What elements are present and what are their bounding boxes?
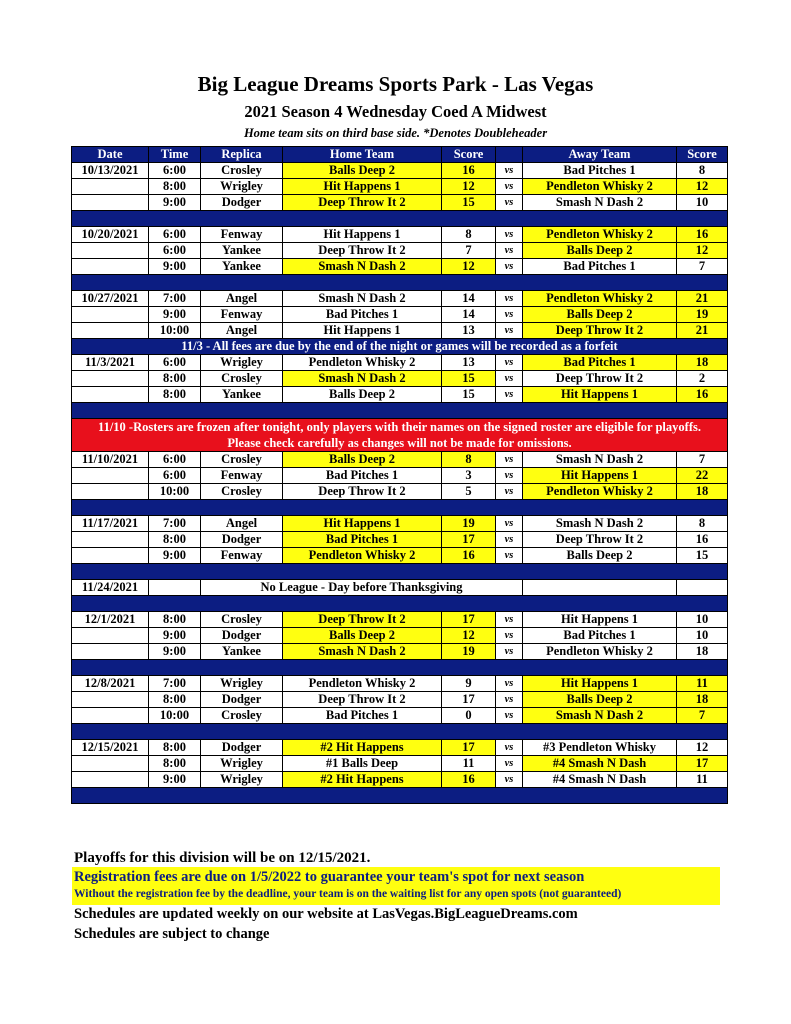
vs-label: vs [496,484,523,500]
game-replica: Wrigley [201,756,283,772]
vs-label: vs [496,163,523,179]
away-team: Pendleton Whisky 2 [523,179,677,195]
game-time: 9:00 [149,307,201,323]
away-team: Bad Pitches 1 [523,628,677,644]
away-team: Smash N Dash 2 [523,195,677,211]
col-header-replica: Replica [201,147,283,163]
game-date [72,692,149,708]
home-score: 15 [442,371,496,387]
home-score: 17 [442,692,496,708]
home-team: Hit Happens 1 [283,323,442,339]
game-row [72,516,728,532]
home-team: Balls Deep 2 [283,628,442,644]
game-replica: Fenway [201,548,283,564]
game-time: 9:00 [149,259,201,275]
game-time: 10:00 [149,323,201,339]
game-time: 10:00 [149,484,201,500]
header-row [72,147,728,163]
away-score: 7 [677,708,728,724]
game-replica: Crosley [201,484,283,500]
vs-label: vs [496,740,523,756]
alert-cell [72,419,728,452]
home-score: 14 [442,291,496,307]
away-score: 12 [677,179,728,195]
game-date: 12/1/2021 [72,612,149,628]
away-score: 18 [677,355,728,371]
game-row [72,163,728,179]
game-time: 6:00 [149,227,201,243]
game-replica: Fenway [201,227,283,243]
game-row [72,468,728,484]
home-score: 9 [442,676,496,692]
away-team: Balls Deep 2 [523,548,677,564]
game-row [72,259,728,275]
vs-label: vs [496,323,523,339]
vs-label: vs [496,692,523,708]
alert-line-2: Please check carefully as changes will not be made for omissions. [227,436,572,450]
schedule-body [72,147,728,804]
separator-cell [72,660,728,676]
home-score: 13 [442,355,496,371]
home-score: 5 [442,484,496,500]
game-date [72,323,149,339]
away-team: Hit Happens 1 [523,612,677,628]
game-replica: Crosley [201,163,283,179]
away-score: 16 [677,532,728,548]
game-date [72,307,149,323]
away-score: 16 [677,227,728,243]
vs-label: vs [496,644,523,660]
game-date: 11/10/2021 [72,452,149,468]
game-time: 8:00 [149,532,201,548]
home-team: Smash N Dash 2 [283,371,442,387]
game-row [72,307,728,323]
away-team: Pendleton Whisky 2 [523,227,677,243]
game-row [72,179,728,195]
home-team: #2 Hit Happens [283,772,442,788]
week-separator [72,724,728,740]
game-replica: Yankee [201,387,283,403]
page-title: Big League Dreams Sports Park - Las Vegas [197,72,594,96]
no-league-text: No League - Day before Thanksgiving [201,580,523,596]
week-separator [72,660,728,676]
game-time: 8:00 [149,387,201,403]
game-replica: Wrigley [201,355,283,371]
away-score: 18 [677,692,728,708]
game-date [72,371,149,387]
game-date [72,644,149,660]
away-score: 17 [677,756,728,772]
vs-label: vs [496,708,523,724]
game-row [72,387,728,403]
away-score: 21 [677,323,728,339]
away-team: Bad Pitches 1 [523,163,677,179]
vs-label: vs [496,355,523,371]
vs-label: vs [496,676,523,692]
game-date: 10/20/2021 [72,227,149,243]
vs-label: vs [496,532,523,548]
vs-label: vs [496,371,523,387]
empty-time-cell [149,580,201,596]
home-team-note: Home team sits on third base side. *Denotes Doubleheader [243,126,548,140]
separator-cell [72,788,728,804]
away-team: Smash N Dash 2 [523,452,677,468]
empty-score-cell [677,580,728,596]
home-team: Bad Pitches 1 [283,468,442,484]
empty-away-cell [523,580,677,596]
home-score: 7 [442,243,496,259]
game-time: 6:00 [149,355,201,371]
game-row [72,644,728,660]
game-row [72,692,728,708]
separator-cell [72,211,728,227]
game-time: 8:00 [149,179,201,195]
separator-cell [72,403,728,419]
home-score: 16 [442,772,496,788]
game-time: 8:00 [149,740,201,756]
away-score: 11 [677,676,728,692]
vs-label: vs [496,259,523,275]
home-team: Balls Deep 2 [283,452,442,468]
home-score: 17 [442,612,496,628]
home-score: 12 [442,628,496,644]
subject-to-change-note: Schedules are subject to change [74,926,270,942]
home-team: Balls Deep 2 [283,387,442,403]
home-score: 19 [442,516,496,532]
game-replica: Crosley [201,452,283,468]
game-row [72,323,728,339]
away-score: 7 [677,452,728,468]
game-time: 7:00 [149,676,201,692]
game-row [72,628,728,644]
game-date [72,387,149,403]
home-team: #2 Hit Happens [283,740,442,756]
game-row [72,708,728,724]
home-team: Deep Throw It 2 [283,484,442,500]
game-replica: Angel [201,323,283,339]
home-team: #1 Balls Deep [283,756,442,772]
vs-label: vs [496,307,523,323]
game-row [72,195,728,211]
vs-label: vs [496,387,523,403]
game-row [72,740,728,756]
week-separator [72,596,728,612]
game-row [72,484,728,500]
game-date [72,772,149,788]
game-row [72,452,728,468]
game-replica: Yankee [201,259,283,275]
home-team: Pendleton Whisky 2 [283,548,442,564]
game-date: 10/27/2021 [72,291,149,307]
home-score: 16 [442,548,496,564]
away-team: Hit Happens 1 [523,387,677,403]
away-score: 15 [677,548,728,564]
playoffs-note: Playoffs for this division will be on 12/15/2021. [74,850,371,866]
game-time: 9:00 [149,548,201,564]
home-team: Hit Happens 1 [283,516,442,532]
separator-cell [72,596,728,612]
away-team: Pendleton Whisky 2 [523,484,677,500]
page-subtitle: 2021 Season 4 Wednesday Coed A Midwest [244,102,547,121]
game-date: 12/15/2021 [72,740,149,756]
vs-label: vs [496,612,523,628]
game-time: 7:00 [149,516,201,532]
game-date: 12/8/2021 [72,676,149,692]
away-team: #4 Smash N Dash [523,756,677,772]
vs-label: vs [496,179,523,195]
game-replica: Dodger [201,628,283,644]
notice-text: 11/3 - All fees are due by the end of the night or games will be recorded as a forfeit [72,339,728,355]
home-score: 0 [442,708,496,724]
home-score: 15 [442,195,496,211]
home-team: Bad Pitches 1 [283,708,442,724]
game-time: 8:00 [149,756,201,772]
home-score: 14 [442,307,496,323]
away-team: #3 Pendleton Whisky [523,740,677,756]
home-team: Pendleton Whisky 2 [283,355,442,371]
game-date [72,628,149,644]
game-time: 9:00 [149,772,201,788]
game-time: 10:00 [149,708,201,724]
game-time: 8:00 [149,371,201,387]
col-header-time: Time [149,147,201,163]
away-score: 8 [677,163,728,179]
game-row [72,532,728,548]
home-score: 17 [442,740,496,756]
game-replica: Fenway [201,468,283,484]
week-separator [72,403,728,419]
home-team: Hit Happens 1 [283,227,442,243]
home-score: 16 [442,163,496,179]
game-row [72,548,728,564]
home-score: 12 [442,259,496,275]
away-score: 18 [677,644,728,660]
roster-freeze-alert [72,419,728,452]
home-score: 15 [442,387,496,403]
home-score: 3 [442,468,496,484]
vs-label: vs [496,628,523,644]
separator-cell [72,564,728,580]
home-score: 13 [442,323,496,339]
away-team: Deep Throw It 2 [523,323,677,339]
vs-label: vs [496,291,523,307]
home-team: Pendleton Whisky 2 [283,676,442,692]
game-date [72,532,149,548]
home-team: Bad Pitches 1 [283,532,442,548]
game-time: 6:00 [149,452,201,468]
home-score: 19 [442,644,496,660]
alert-line-1: 11/10 -Rosters are frozen after tonight, only players with their names on the signed roster are eligible for playoffs. [98,420,701,434]
away-score: 12 [677,243,728,259]
game-date [72,548,149,564]
game-replica: Crosley [201,371,283,387]
away-team: #4 Smash N Dash [523,772,677,788]
home-team: Deep Throw It 2 [283,195,442,211]
game-time: 8:00 [149,692,201,708]
fees-due-notice [72,339,728,355]
col-header-home-score: Score [442,147,496,163]
away-score: 12 [677,740,728,756]
separator-cell [72,500,728,516]
game-date [72,195,149,211]
col-header-vs [496,147,523,163]
game-row [72,243,728,259]
home-team: Smash N Dash 2 [283,644,442,660]
game-date [72,243,149,259]
game-date [72,484,149,500]
separator-cell [72,275,728,291]
away-team: Balls Deep 2 [523,243,677,259]
col-header-date: Date [72,147,149,163]
away-team: Smash N Dash 2 [523,516,677,532]
away-score: 10 [677,612,728,628]
game-replica: Dodger [201,692,283,708]
vs-label: vs [496,452,523,468]
away-score: 2 [677,371,728,387]
home-team: Balls Deep 2 [283,163,442,179]
game-replica: Angel [201,516,283,532]
away-score: 10 [677,628,728,644]
separator-cell [72,724,728,740]
away-score: 7 [677,259,728,275]
game-replica: Yankee [201,243,283,259]
schedule-table [71,146,728,804]
game-row [72,371,728,387]
away-team: Deep Throw It 2 [523,371,677,387]
game-row [72,772,728,788]
game-row [72,612,728,628]
home-team: Bad Pitches 1 [283,307,442,323]
home-score: 11 [442,756,496,772]
home-team: Deep Throw It 2 [283,692,442,708]
vs-label: vs [496,243,523,259]
game-replica: Crosley [201,612,283,628]
home-team: Deep Throw It 2 [283,243,442,259]
home-team: Smash N Dash 2 [283,291,442,307]
away-team: Deep Throw It 2 [523,532,677,548]
game-date [72,708,149,724]
away-team: Bad Pitches 1 [523,259,677,275]
game-time: 9:00 [149,644,201,660]
away-team: Balls Deep 2 [523,307,677,323]
week-separator [72,275,728,291]
game-time: 9:00 [149,628,201,644]
vs-label: vs [496,468,523,484]
game-date [72,179,149,195]
away-team: Pendleton Whisky 2 [523,644,677,660]
game-row [72,756,728,772]
away-score: 8 [677,516,728,532]
game-replica: Dodger [201,532,283,548]
game-date [72,468,149,484]
home-score: 8 [442,227,496,243]
away-score: 19 [677,307,728,323]
no-league-row [72,580,728,596]
home-score: 12 [442,179,496,195]
vs-label: vs [496,772,523,788]
game-date: 10/13/2021 [72,163,149,179]
home-team: Hit Happens 1 [283,179,442,195]
away-team: Hit Happens 1 [523,676,677,692]
vs-label: vs [496,516,523,532]
home-score: 17 [442,532,496,548]
game-time: 7:00 [149,291,201,307]
week-separator [72,500,728,516]
game-time: 9:00 [149,195,201,211]
game-row [72,227,728,243]
away-score: 21 [677,291,728,307]
week-separator [72,564,728,580]
away-team: Hit Happens 1 [523,468,677,484]
game-time: 6:00 [149,243,201,259]
away-score: 16 [677,387,728,403]
game-replica: Crosley [201,708,283,724]
game-date [72,756,149,772]
col-header-away-team: Away Team [523,147,677,163]
game-time: 6:00 [149,468,201,484]
away-score: 22 [677,468,728,484]
away-score: 10 [677,195,728,211]
vs-label: vs [496,548,523,564]
game-date [72,259,149,275]
col-header-home-team: Home Team [283,147,442,163]
away-team: Pendleton Whisky 2 [523,291,677,307]
game-replica: Wrigley [201,676,283,692]
vs-label: vs [496,227,523,243]
game-row [72,355,728,371]
game-time: 6:00 [149,163,201,179]
registration-note: Registration fees are due on 1/5/2022 to guarantee your team's spot for next season [74,869,585,885]
home-team: Deep Throw It 2 [283,612,442,628]
game-replica: Wrigley [201,772,283,788]
game-replica: Yankee [201,644,283,660]
game-replica: Angel [201,291,283,307]
vs-label: vs [496,756,523,772]
game-replica: Wrigley [201,179,283,195]
game-row [72,291,728,307]
away-score: 11 [677,772,728,788]
game-date: 11/3/2021 [72,355,149,371]
vs-label: vs [496,195,523,211]
game-row [72,676,728,692]
away-score: 18 [677,484,728,500]
away-team: Bad Pitches 1 [523,355,677,371]
game-date: 11/24/2021 [72,580,149,596]
game-replica: Dodger [201,740,283,756]
game-replica: Dodger [201,195,283,211]
away-team: Smash N Dash 2 [523,708,677,724]
game-date: 11/17/2021 [72,516,149,532]
game-time: 8:00 [149,612,201,628]
game-replica: Fenway [201,307,283,323]
week-separator [72,788,728,804]
home-score: 8 [442,452,496,468]
away-team: Balls Deep 2 [523,692,677,708]
registration-detail: Without the registration fee by the deadline, your team is on the waiting list for any open spots (not guaranteed) [74,888,622,900]
week-separator [72,211,728,227]
website-note: Schedules are updated weekly on our website at LasVegas.BigLeagueDreams.com [74,906,578,922]
home-team: Smash N Dash 2 [283,259,442,275]
col-header-away-score: Score [677,147,728,163]
